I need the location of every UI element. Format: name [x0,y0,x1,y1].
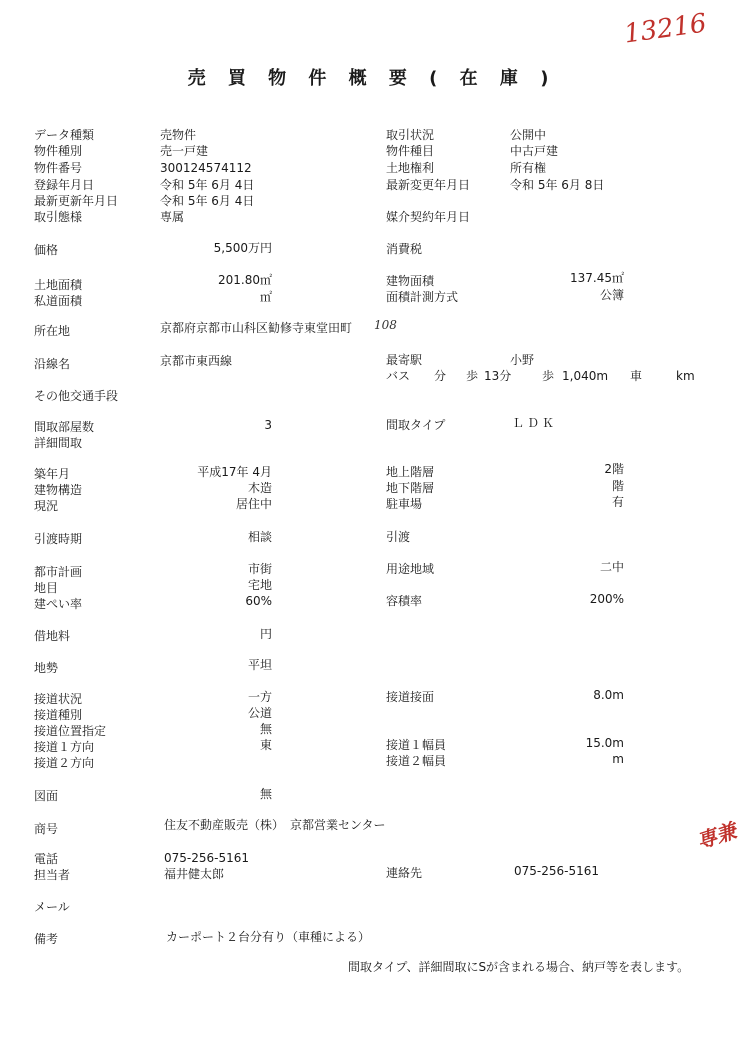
value-drawing: 無 [259,787,272,801]
label-rooms: 間取部屋数 [34,420,95,434]
value-road-width2: m [612,752,624,766]
value-private-road-area: ㎡ [259,290,272,304]
label-land-area: 土地面積 [34,278,83,292]
value-walk-dist: 1,040m [562,369,609,383]
value-built: 平成17年 4月 [197,465,272,479]
label-layout-type: 間取タイプ [386,418,446,432]
value-parking: 有 [611,495,624,509]
label-road-dir2: 接道２方向 [34,756,95,770]
label-coverage: 建ぺい率 [34,597,83,611]
label-road-width2: 接道２幅員 [386,754,447,768]
label-mail: メール [34,900,70,914]
value-floors-above: 2階 [604,462,624,476]
document-title: 売 買 物 件 概 要 ( 在 庫 ) [187,68,557,89]
label-property-item: 物件種目 [386,144,435,158]
label-room-detail: 詳細間取 [34,436,83,450]
label-bus-min: 分 [434,369,447,383]
value-layout-type: ＬＤＫ [512,416,558,430]
label-other-transport: その他交通手段 [34,389,119,403]
value-remarks: カーポート２台分有り（車種による） [166,930,371,944]
handwritten-stamp: 専兼 [693,818,740,854]
label-walk-2: 歩 [542,369,555,383]
value-price: 5,500万円 [213,241,272,255]
label-private-road-area: 私道面積 [34,294,83,308]
value-road-frontage: 8.0m [593,688,624,702]
value-data-type: 売物件 [160,128,197,142]
value-line: 京都市東西線 [160,354,233,368]
value-staff: 福井健太郎 [164,867,225,881]
value-land-area: 201.80㎡ [218,273,272,287]
label-road-designation: 接道位置指定 [34,724,107,738]
label-structure: 建物構造 [34,483,83,497]
value-road-status: 一方 [247,690,272,704]
value-land-category: 宅地 [247,578,272,592]
label-agency-date: 媒介契約年月日 [386,210,471,224]
value-building-area: 137.45㎡ [570,271,624,285]
value-walk-min: 13分 [484,369,512,383]
value-property-type: 売一戸建 [160,144,209,158]
label-road-width1: 接道１幅員 [386,738,447,752]
value-trade-status: 公開中 [510,128,547,142]
value-structure: 木造 [247,481,272,495]
label-land-category: 地目 [34,581,59,595]
label-road-type: 接道種別 [34,708,83,722]
value-ground-rent: 円 [259,627,272,641]
value-update-date: 令和 5年 6月 4日 [160,194,255,208]
label-road-frontage: 接道接面 [386,690,435,704]
value-contact: 075-256-5161 [514,864,600,878]
value-terrain: 平坦 [247,658,272,672]
value-road-dir1: 東 [259,738,272,752]
value-transaction-mode: 専属 [160,210,185,224]
label-location: 所在地 [34,324,71,338]
value-road-type: 公道 [247,706,272,720]
label-drawing: 図面 [34,789,59,803]
label-station: 最寄駅 [386,353,423,367]
label-remarks: 備考 [34,932,59,946]
label-update-date: 最新更新年月日 [34,194,119,208]
label-land-right: 土地権利 [386,161,435,175]
label-area-method: 面積計測方式 [386,290,459,304]
value-location: 京都府京都市山科区勧修寺東堂田町 [160,321,353,335]
label-company: 商号 [34,822,59,836]
label-bus: バス [386,369,411,383]
value-current: 居住中 [235,497,272,511]
handwritten-number: 13216 [622,8,709,50]
label-property-no: 物件番号 [34,161,83,175]
label-city-plan: 都市計画 [34,565,83,579]
label-staff: 担当者 [34,868,71,882]
label-floors-below: 地下階層 [386,481,435,495]
value-phone: 075-256-5161 [164,851,250,865]
value-city-plan: 市街 [247,562,272,576]
label-reg-date: 登録年月日 [34,178,95,192]
footnote: 間取タイプ、詳細間取にSが含まれる場合、納戸等を表します。 [348,960,690,974]
label-handover-time: 引渡時期 [34,532,83,546]
label-handover: 引渡 [386,530,411,544]
value-land-right: 所有権 [510,161,547,175]
label-tax: 消費税 [386,242,423,256]
label-property-type: 物件種別 [34,144,83,158]
value-road-width1: 15.0m [585,736,624,750]
value-use-zone: 二中 [599,560,624,574]
label-trade-status: 取引状況 [386,128,435,142]
label-phone: 電話 [34,852,59,866]
label-road-dir1: 接道１方向 [34,740,95,754]
value-reg-date: 令和 5年 6月 4日 [160,178,255,192]
label-current: 現況 [34,499,59,513]
value-rooms: 3 [264,418,272,432]
label-contact: 連絡先 [386,866,423,880]
value-coverage: 60% [245,594,272,608]
label-price: 価格 [34,243,59,257]
value-company: 住友不動産販売（株） 京都営業センター [164,818,386,832]
value-property-item: 中古戸建 [510,144,559,158]
label-line: 沿線名 [34,357,71,371]
value-area-method: 公簿 [599,288,624,302]
label-terrain: 地勢 [34,661,59,675]
value-far: 200% [589,592,624,606]
label-use-zone: 用途地域 [386,562,435,576]
label-change-date: 最新変更年月日 [386,178,471,192]
value-property-no: 300124574112 [160,161,252,175]
label-car: 車 [630,369,643,383]
value-handover-time: 相談 [247,530,272,544]
label-road-status: 接道状況 [34,692,83,706]
handwritten-note: 108 [374,318,397,332]
label-walk: 歩 [466,369,479,383]
value-floors-below: 階 [611,479,624,493]
label-data-type: データ種類 [34,128,95,142]
value-station: 小野 [510,353,535,367]
label-floors-above: 地上階層 [386,465,435,479]
value-change-date: 令和 5年 6月 8日 [510,178,605,192]
label-far: 容積率 [386,594,423,608]
label-ground-rent: 借地料 [34,629,71,643]
value-road-designation: 無 [259,722,272,736]
label-km: km [676,369,695,383]
label-built: 築年月 [34,467,71,481]
label-transaction-mode: 取引態様 [34,210,83,224]
label-building-area: 建物面積 [386,274,435,288]
label-parking: 駐車場 [386,497,423,511]
